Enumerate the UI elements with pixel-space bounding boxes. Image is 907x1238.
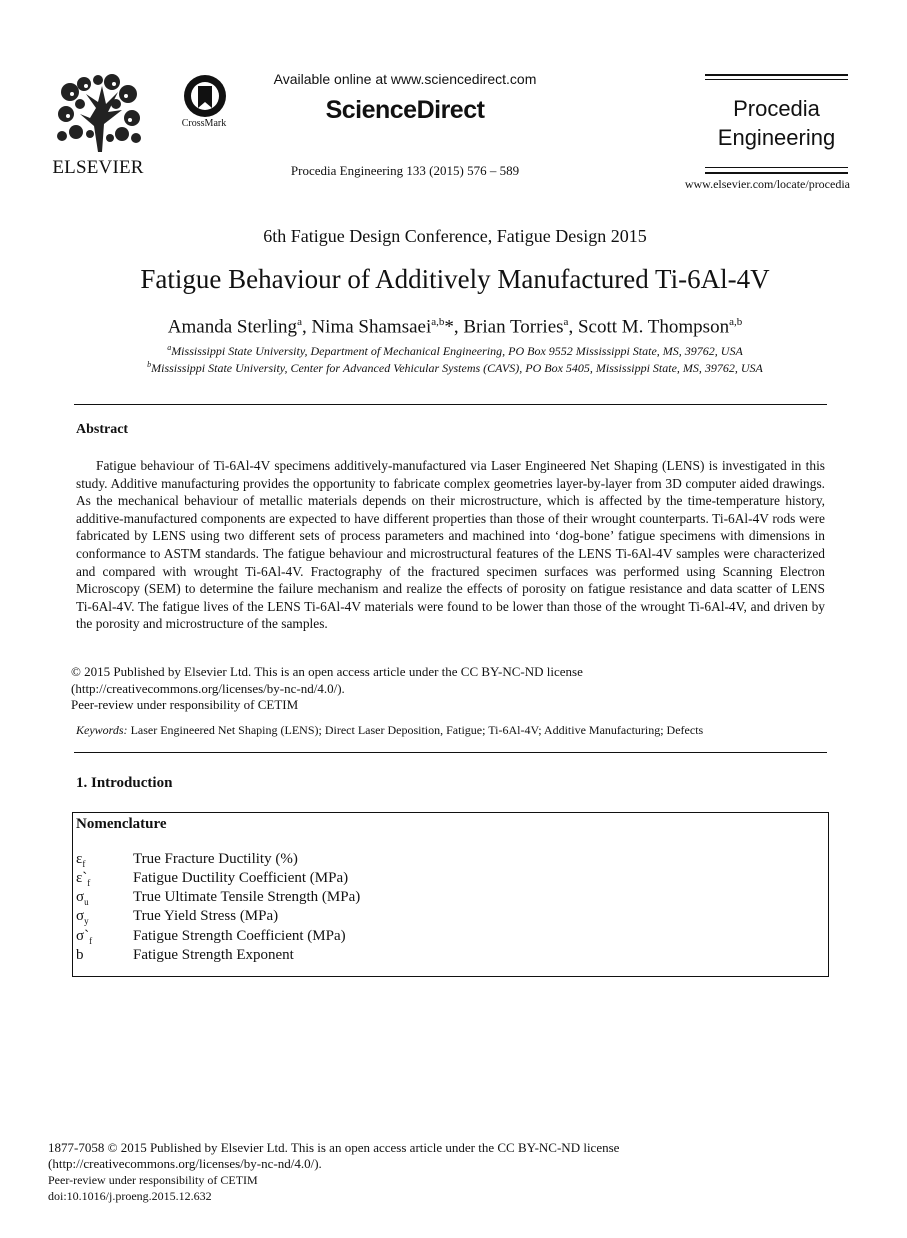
symbol-char: σ` <box>76 928 90 944</box>
abstract-body: Fatigue behaviour of Ti-6Al-4V specimens additively-manufactured via Laser Engineered Net Shaping (LENS) is investigated in this study. Additive manufacturing provides the opportunity to fabricate complex geometries layer-by-layer from 3D computer aided drawings. As the mechanical behaviour of metallic materials depends on their microstructure, which is affected by the time-temperature history, additive-manufactured components are expected to have different properties than those of their wrought counterparts. Ti-6Al-4V rods were fabricated by LENS using two different sets of process parameters and machined into ‘dog-bone’ fatigue specimens with dimensions in conformance to ASTM standards. The fatigue behaviour and microstructural features of the LENS Ti-6Al-4V samples were characterized and compared with wrought Ti-6Al-4V. Fractography of the fractured specimen surfaces was performed using Scanning Electron Microscopy (SEM) to determine the failure mechanism and realize the effects of porosity on fatigue resistance and data scatter of LENS Ti-6Al-4V. The fatigue lives of the LENS Ti-6Al-4V materials were found to be lower than those of the wrought Ti-6Al-4V, and driven by the porosity and microstructure of the samples. <box>76 458 825 632</box>
author-name: Nima Shamsaei <box>311 316 432 338</box>
nomenclature-symbol <box>76 889 126 907</box>
section-divider <box>74 752 827 753</box>
sciencedirect-wordmark[interactable]: ScienceDirect <box>325 96 485 124</box>
footer-peer-review: Peer-review under responsibility of CETIM <box>48 1173 258 1187</box>
nomenclature-symbol <box>76 947 126 965</box>
author-affil-mark: a,b <box>431 316 445 328</box>
abstract-heading: Abstract <box>76 422 129 437</box>
journal-reference: Procedia Engineering 133 (2015) 576 – 589 <box>290 163 520 178</box>
journal-box-rule <box>705 79 848 80</box>
nomenclature-definition: Fatigue Strength Exponent <box>133 947 294 963</box>
journal-box-rule <box>705 167 848 168</box>
affiliation <box>60 343 850 359</box>
author-separator: , <box>301 316 312 338</box>
nomenclature-title: Nomenclature <box>76 816 167 832</box>
author-name: Amanda Sterling <box>167 316 298 338</box>
nomenclature-definition: True Ultimate Tensile Strength (MPa) <box>133 889 361 905</box>
keywords-label: Keywords: <box>76 723 128 737</box>
license-line: © 2015 Published by Elsevier Ltd. This is an open access article under the CC BY-NC-ND license <box>71 664 583 679</box>
symbol-char: ε <box>76 851 83 867</box>
affiliation-text: Mississippi State University, Center for Advanced Vehicular Systems (CAVS), PO Box 5405, Mississippi State, MS, 39762, USA <box>151 361 763 375</box>
journal-box-rule <box>705 172 848 174</box>
affiliation-text: Mississippi State University, Department of Mechanical Engineering, PO Box 9552 Mississippi State, MS, 39762, USA <box>171 344 743 358</box>
available-online-text: Available online at www.sciencedirect.com <box>273 71 537 87</box>
nomenclature-definition: Fatigue Ductility Coefficient (MPa) <box>133 870 349 886</box>
symbol-subscript: f <box>89 936 93 946</box>
author-name: Scott M. Thompson <box>577 316 730 338</box>
section-heading-introduction: 1. Introduction <box>76 775 173 791</box>
affiliation <box>60 360 850 376</box>
nomenclature-symbol <box>76 908 126 926</box>
publisher-wordmark: ELSEVIER <box>52 157 144 178</box>
symbol-subscript: f <box>82 859 86 869</box>
author-separator: *, <box>444 316 464 338</box>
affiliation-mark: a <box>167 343 172 352</box>
section-divider <box>74 404 827 405</box>
affiliation-mark: b <box>147 360 152 369</box>
symbol-char: ε` <box>76 870 88 886</box>
author-affil-mark: a <box>297 316 302 328</box>
peer-review-line: Peer-review under responsibility of CETIM <box>71 697 299 712</box>
author-separator: , <box>568 316 578 338</box>
symbol-char: σ <box>76 908 85 924</box>
keywords-text: Laser Engineered Net Shaping (LENS); Direct Laser Deposition, Fatigue; Ti-6Al-4V; Additive Manufacturing; Defects <box>127 723 704 737</box>
footer-doi[interactable]: doi:10.1016/j.proeng.2015.12.632 <box>48 1189 212 1203</box>
nomenclature-definition: True Yield Stress (MPa) <box>133 908 279 924</box>
license-link[interactable]: (http://creativecommons.org/licenses/by-nc-nd/4.0/). <box>71 680 345 696</box>
nomenclature-symbol <box>76 928 126 946</box>
nomenclature-definition: True Fracture Ductility (%) <box>133 851 298 867</box>
conference-name: 6th Fatigue Design Conference, Fatigue Design 2015 <box>263 226 647 246</box>
author-list <box>60 316 850 338</box>
footer-issn-license: 1877-7058 © 2015 Published by Elsevier Ltd. This is an open access article under the CC BY-NC-ND license <box>48 1140 620 1155</box>
page-footer <box>48 1140 748 1204</box>
journal-name-line2: Engineering <box>717 125 836 150</box>
symbol-subscript: y <box>84 916 89 926</box>
journal-url-link[interactable]: www.elsevier.com/locate/procedia <box>684 177 850 191</box>
journal-box-rule <box>705 74 848 76</box>
nomenclature-symbol <box>76 851 126 869</box>
symbol-char: σ <box>76 889 85 905</box>
journal-name-line1: Procedia <box>733 96 820 121</box>
nomenclature-definition: Fatigue Strength Coefficient (MPa) <box>133 928 346 944</box>
license-notice <box>71 664 711 714</box>
nomenclature-symbol <box>76 870 126 888</box>
crossmark-label: CrossMark <box>181 118 227 129</box>
author-name: Brian Torries <box>463 316 564 338</box>
author-affil-mark: a <box>563 316 569 328</box>
symbol-subscript: f <box>87 878 91 888</box>
symbol-subscript: u <box>84 897 89 907</box>
journal-name <box>705 94 848 152</box>
author-affil-mark: a,b <box>729 316 743 328</box>
keywords <box>76 723 836 738</box>
symbol-char: b <box>76 947 84 963</box>
footer-license-link[interactable]: (http://creativecommons.org/licenses/by-nc-nd/4.0/). <box>48 1156 322 1171</box>
paper-title: Fatigue Behaviour of Additively Manufactured Ti-6Al-4V <box>140 264 770 294</box>
